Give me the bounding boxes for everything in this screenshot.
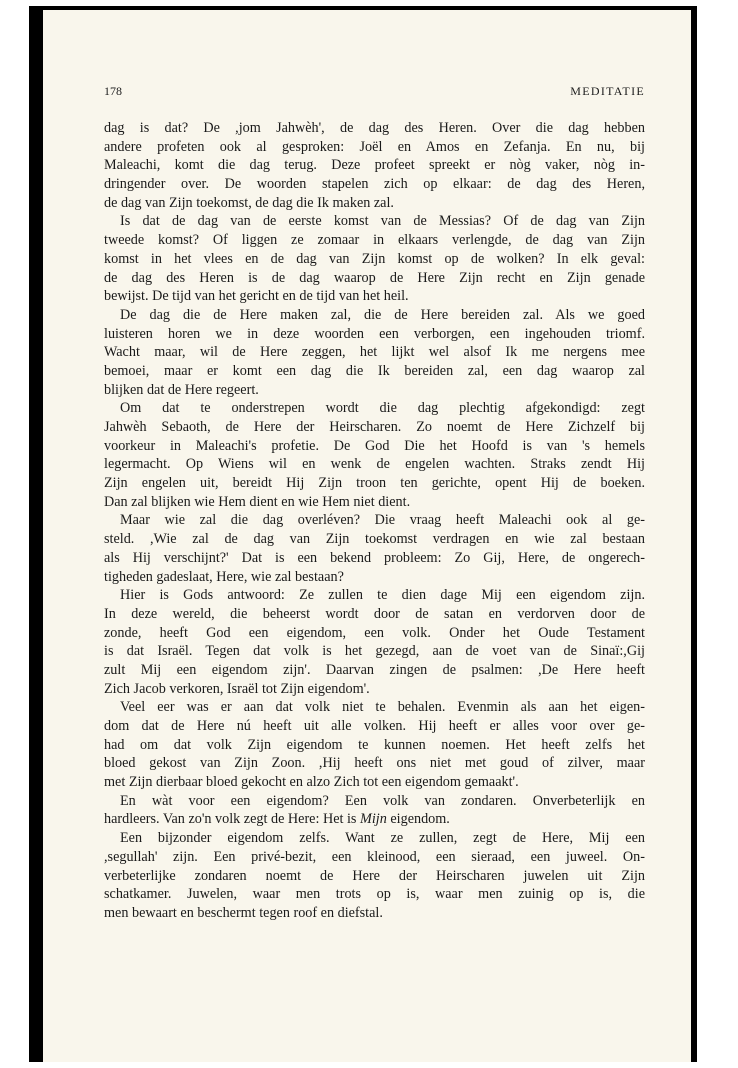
text-line: men bewaart en beschermt tegen roof en diefstal. bbox=[104, 904, 383, 921]
text-line: voorkeur in Maleachi's profetie. De God Die het Hoofd is van 's hemels bbox=[104, 437, 645, 454]
paragraph bbox=[104, 306, 645, 399]
paragraph bbox=[104, 829, 645, 922]
running-title: MEDITATIE bbox=[570, 84, 645, 98]
scan-margin bbox=[29, 1062, 697, 1068]
text-line: als Hij verschijnt?' Dat is een bekend probleem: Zo Gij, Here, de ongerech- bbox=[104, 549, 645, 566]
text-line: bewijst. De tijd van het gericht en de tijd van het heil. bbox=[104, 288, 409, 305]
text-line: verbeterlijke zondaren noemt de Here der Heirscharen juwelen uit Zijn bbox=[104, 867, 645, 884]
text-line: legermacht. Op Wiens wil en wenk de engelen wachten. Straks zendt Hij bbox=[104, 456, 645, 473]
text-line: met Zijn dierbaar bloed gekocht en alzo Zich tot een eigendom gemaakt'. bbox=[104, 774, 519, 791]
text-line: Maar wie zal die dag overléven? Die vraag heeft Maleachi ook al ge- bbox=[120, 512, 645, 529]
text-line: Veel eer was er aan dat volk niet te behalen. Evenmin als aan het eigen- bbox=[120, 699, 645, 716]
text-line: Hier is Gods antwoord: Ze zullen te dien dage Mij een eigendom zijn. bbox=[120, 587, 645, 604]
text-line: tweede komst? Of liggen ze zomaar in elkaars verlengde, de dag van Zijn bbox=[104, 232, 645, 249]
text-line: de dag des Heren is de dag waarop de Here Zijn recht en Zijn genade bbox=[104, 269, 645, 286]
text-line: Is dat de dag van de eerste komst van de Messias? Of de dag van Zijn bbox=[120, 213, 645, 230]
text-line: Maleachi, komt die dag terug. Deze profeet spreekt er nòg vaker, nòg in- bbox=[104, 157, 645, 174]
text-line: ,segullah' zijn. Een privé-bezit, een kleinood, een sieraad, een juweel. On- bbox=[104, 848, 645, 865]
text-line: Wacht maar, wil de Here zeggen, het lijkt wel alsof Ik me nergens mee bbox=[104, 344, 645, 361]
text-line: Zijn engelen uit, bereidt Hij Zijn troon ten gerichte, opent Hij de boeken. bbox=[104, 475, 645, 492]
page-number: 178 bbox=[104, 84, 122, 98]
paragraph bbox=[104, 586, 645, 698]
text-line: tigheden gadeslaat, Here, wie zal bestaan? bbox=[104, 568, 344, 585]
text-line: komst in het vlees en de dag van Zijn komst op de wolken? In elk geval: bbox=[104, 250, 645, 267]
text-line: luisteren horen we in deze woorden een verborgen, een ingehouden triomf. bbox=[104, 325, 645, 342]
text-line: En wàt voor een eigendom? Een volk van zondaren. Onverbeterlijk en bbox=[120, 792, 645, 809]
text-line: bloed gekost van Zijn Zoon. ,Hij heeft ons niet met goud of zilver, maar bbox=[104, 755, 645, 772]
paragraph bbox=[104, 792, 645, 829]
text-line: bemoei, maar er komt een dag die Ik bereiden zal, een dag waarop zal bbox=[104, 362, 645, 379]
text-line: blijken dat de Here regeert. bbox=[104, 381, 259, 398]
paragraph bbox=[104, 212, 645, 305]
emphasis-text: Mijn bbox=[360, 811, 387, 828]
text-run: hardleers. Van zo'n volk zegt de Here: Het is bbox=[104, 811, 361, 828]
text-line: had om dat volk Zijn eigendom te kunnen noemen. Het heeft zelfs het bbox=[104, 736, 645, 753]
text-line: zonde, heeft God een eigendom, een volk. Onder het Oude Testament bbox=[104, 624, 645, 641]
running-head bbox=[104, 84, 645, 100]
text-line: zult Mij een eigendom zijn'. Daarvan zingen de psalmen: ,De Here heeft bbox=[104, 661, 645, 678]
text-line: Zich Jacob verkoren, Israël tot Zijn eigendom'. bbox=[104, 680, 370, 697]
paragraph bbox=[104, 698, 645, 791]
paragraph bbox=[104, 511, 645, 586]
text-line: is dat Israël. Tegen dat volk is het gezegd, aan de voet van de Sinaï:,Gij bbox=[104, 643, 645, 660]
text-line: de dag van Zijn toekomst, de dag die Ik maken zal. bbox=[104, 194, 394, 211]
text-line: dag is dat? De ,jom Jahwèh', de dag des Heren. Over die dag hebben bbox=[104, 120, 645, 136]
paragraph bbox=[104, 119, 645, 212]
text-run: eigendom. bbox=[386, 811, 450, 828]
text-line bbox=[104, 810, 645, 829]
text-line: In deze wereld, die beheerst wordt door de satan en verdorven door de bbox=[104, 605, 645, 622]
text-line: andere profeten ook al gesproken: Joël en Amos en Zefanja. En nu, bij bbox=[104, 138, 645, 155]
text-line: schatkamer. Juwelen, waar men trots op is, waar men zuinig op is, die bbox=[104, 886, 645, 903]
text-line: dom dat de Here nú heeft uit alle volken. Hij heeft er alles voor over ge- bbox=[104, 718, 645, 734]
text-line: De dag die de Here maken zal, die de Here bereiden zal. Als we goed bbox=[120, 306, 645, 323]
body-text bbox=[104, 119, 645, 923]
text-line: Om dat te onderstrepen wordt die dag plechtig afgekondigd: zegt bbox=[120, 400, 645, 417]
text-line: steld. ,Wie zal de dag van Zijn toekomst verdragen en wie zal bestaan bbox=[104, 531, 645, 548]
text-line: Een bijzonder eigendom zelfs. Want ze zullen, zegt de Here, Mij een bbox=[120, 830, 645, 847]
text-line: Dan zal blijken wie Hem dient en wie Hem niet dient. bbox=[104, 493, 411, 510]
text-line: Jahwèh Sebaoth, de Here der Heirscharen. Zo noemt de Here Zichzelf bij bbox=[104, 419, 645, 435]
paragraph bbox=[104, 399, 645, 511]
text-line: dringender over. De woorden stapelen zich op elkaar: de dag des Heren, bbox=[104, 176, 645, 193]
